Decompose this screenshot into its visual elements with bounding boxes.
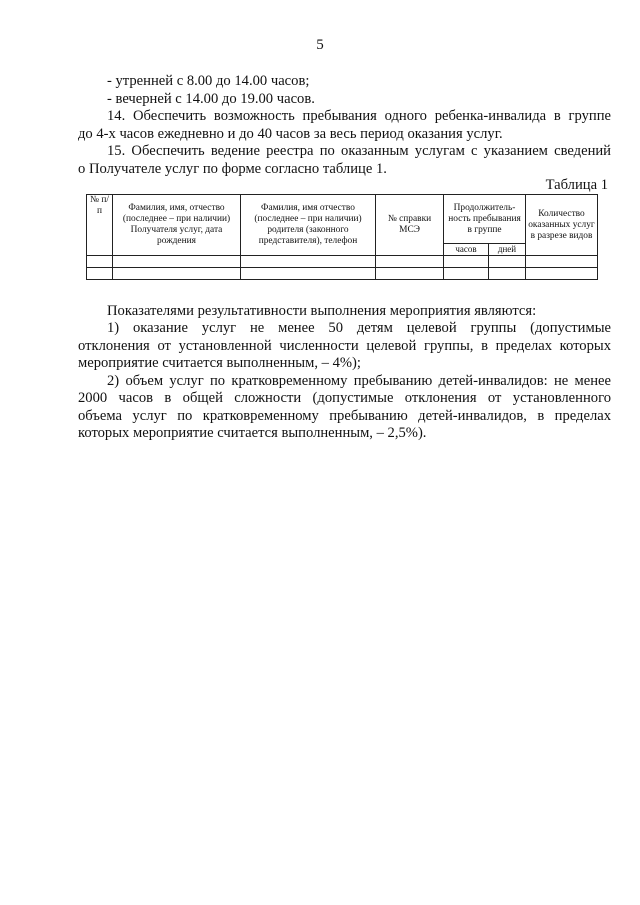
- table-cell: [113, 268, 241, 280]
- header-recipient: Фамилия, имя, отчество (последнее – при наличии) Получателя услуг, дата рождения: [113, 195, 241, 256]
- table-cell: [113, 256, 241, 268]
- item-15-line-2: о Получателе услуг по форме согласно таблице 1.: [78, 161, 387, 177]
- table-cell: [526, 268, 598, 280]
- header-certificate: № справки МСЭ: [376, 195, 444, 256]
- table-cell: [376, 268, 444, 280]
- schedule-morning: - утренней с 8.00 до 14.00 часов;: [107, 73, 310, 89]
- indicator-2-line-3: объема услуг по кратковременному пребыванию детей-инвалидов, в пределах: [78, 408, 611, 424]
- item-14-line-2: до 4-х часов ежедневно и до 40 часов за весь период оказания услуг.: [78, 126, 503, 142]
- page-number: 5: [316, 37, 324, 53]
- table-cell: [526, 256, 598, 268]
- registry-table: [86, 194, 598, 280]
- table-caption: Таблица 1: [545, 177, 608, 193]
- indicator-2-line-1: 2) объем услуг по кратковременному пребыванию детей-инвалидов: не менее: [107, 373, 611, 389]
- table-row: [87, 256, 598, 268]
- table-cell: [489, 256, 526, 268]
- table-cell: [241, 268, 376, 280]
- schedule-evening: - вечерней с 14.00 до 19.00 часов.: [107, 91, 315, 107]
- table-cell: [87, 268, 113, 280]
- header-days: дней: [489, 244, 526, 256]
- table-cell: [444, 268, 489, 280]
- table-cell: [241, 256, 376, 268]
- header-duration: Продолжитель-ность пребывания в группе: [444, 195, 526, 244]
- table-row: [87, 268, 598, 280]
- header-num: № п/п: [87, 195, 113, 256]
- item-15-line-1: 15. Обеспечить ведение реестра по оказанным услугам с указанием сведений: [107, 143, 611, 159]
- indicator-2-line-4: которых мероприятие считается выполненным, – 2,5%).: [78, 425, 427, 441]
- table-cell: [376, 256, 444, 268]
- indicator-1-line-2: отклонения от установленной численности целевой группы, в пределах которых: [78, 338, 611, 354]
- table-header-row: [87, 195, 598, 244]
- indicator-2-line-2: 2000 часов в общей сложности (допустимые отклонения от установленного: [78, 390, 611, 406]
- indicators-heading: Показателями результативности выполнения мероприятия являются:: [107, 303, 537, 319]
- item-14-line-1: 14. Обеспечить возможность пребывания одного ребенка-инвалида в группе: [107, 108, 611, 124]
- table-cell: [444, 256, 489, 268]
- table-cell: [489, 268, 526, 280]
- header-services-count: Количество оказанных услуг в разрезе видов: [526, 195, 598, 256]
- indicator-1-line-3: мероприятие считается выполненным, – 4%);: [78, 355, 361, 371]
- header-hours: часов: [444, 244, 489, 256]
- indicator-1-line-1: 1) оказание услуг не менее 50 детям целевой группы (допустимые: [107, 320, 611, 336]
- header-parent: Фамилия, имя отчество (последнее – при наличии) родителя (законного представителя), телефон: [241, 195, 376, 256]
- table-cell: [87, 256, 113, 268]
